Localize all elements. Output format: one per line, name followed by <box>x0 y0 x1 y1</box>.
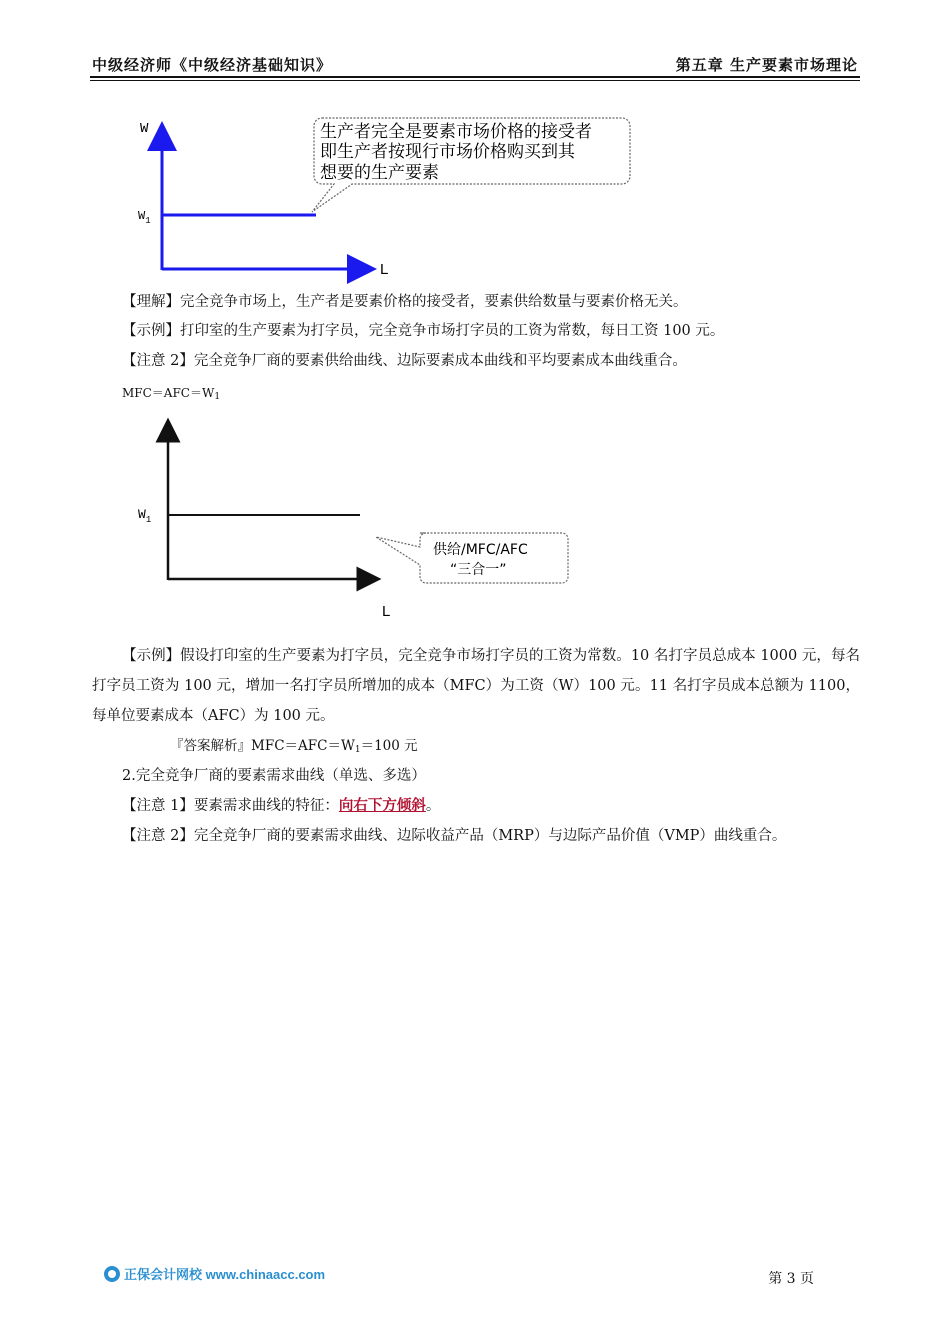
x-axis-label: L <box>382 603 391 620</box>
header-rule <box>90 76 860 78</box>
answer-line: 『答案解析』$MFC=AFC=W_1=100$ 元 <box>170 738 418 755</box>
callout-line-1: 生产者完全是要素市场价格的接受者 <box>320 122 592 142</box>
logo-icon <box>104 1266 120 1282</box>
callout-line-2: “三合一” <box>450 562 507 578</box>
formula-line: $MFC=AFC=W_1$ <box>122 386 221 402</box>
header-right-title: 第五章 生产要素市场理论 <box>675 56 858 74</box>
note-2-line: 【注意 2】完全竞争厂商的要素供给曲线、边际要素成本曲线和平均要素成本曲线重合。 <box>122 353 687 369</box>
example-line-1: 【示例】打印室的生产要素为打字员，完全竞争市场打字员的工资为常数，每日工资 100 元。 <box>122 323 725 339</box>
header-left-title: 中级经济师《中级经济基础知识》 <box>92 56 333 74</box>
figure-1 <box>130 112 650 287</box>
understand-line: 【理解】完全竞争市场上，生产者是要素价格的接受者，要素供给数量与要素价格无关。 <box>122 294 688 310</box>
note-2b-line: 【注意 2】完全竞争厂商的要素需求曲线、边际收益产品（MRP）与边际产品价值（VMP）曲线重合。 <box>122 828 787 844</box>
highlight-text: 向右下方倾斜 <box>338 797 426 814</box>
figure-2 <box>130 415 590 625</box>
y-axis-label: W <box>140 121 149 137</box>
page-number: 第 3 页 <box>768 1271 814 1287</box>
callout-line-2: 即生产者按现行市场价格购买到其 <box>320 142 575 162</box>
footer-logo[interactable]: 正保会计网校 www.chinaacc.com <box>104 1264 325 1283</box>
callout-line-1: 供给/MFC/AFC <box>433 542 528 558</box>
example-paragraph-2: 【示例】假设打印室的生产要素为打字员，完全竞争市场打字员的工资为常数。10 名打字员总成本 1000 元，每名打字员工资为 100 元，增加一名打字员所增加的成本（MFC）为工资（W）100 元。11 名打字员成本总额为 1100，每单位要素成本（AFC）为 100 元。 <box>92 648 860 724</box>
section-2-heading: 2.完全竞争厂商的要素需求曲线（单选、多选） <box>122 768 426 784</box>
callout-line-3: 想要的生产要素 <box>320 163 439 183</box>
x-axis-label: L <box>380 261 389 278</box>
note-1-line: 【注意 1】要素需求曲线的特征：向右下方倾斜。 <box>122 797 441 814</box>
header-rule-thin <box>90 80 860 81</box>
w1-label: $W_1$ <box>138 209 151 226</box>
w1-label: $W_1$ <box>138 507 152 525</box>
